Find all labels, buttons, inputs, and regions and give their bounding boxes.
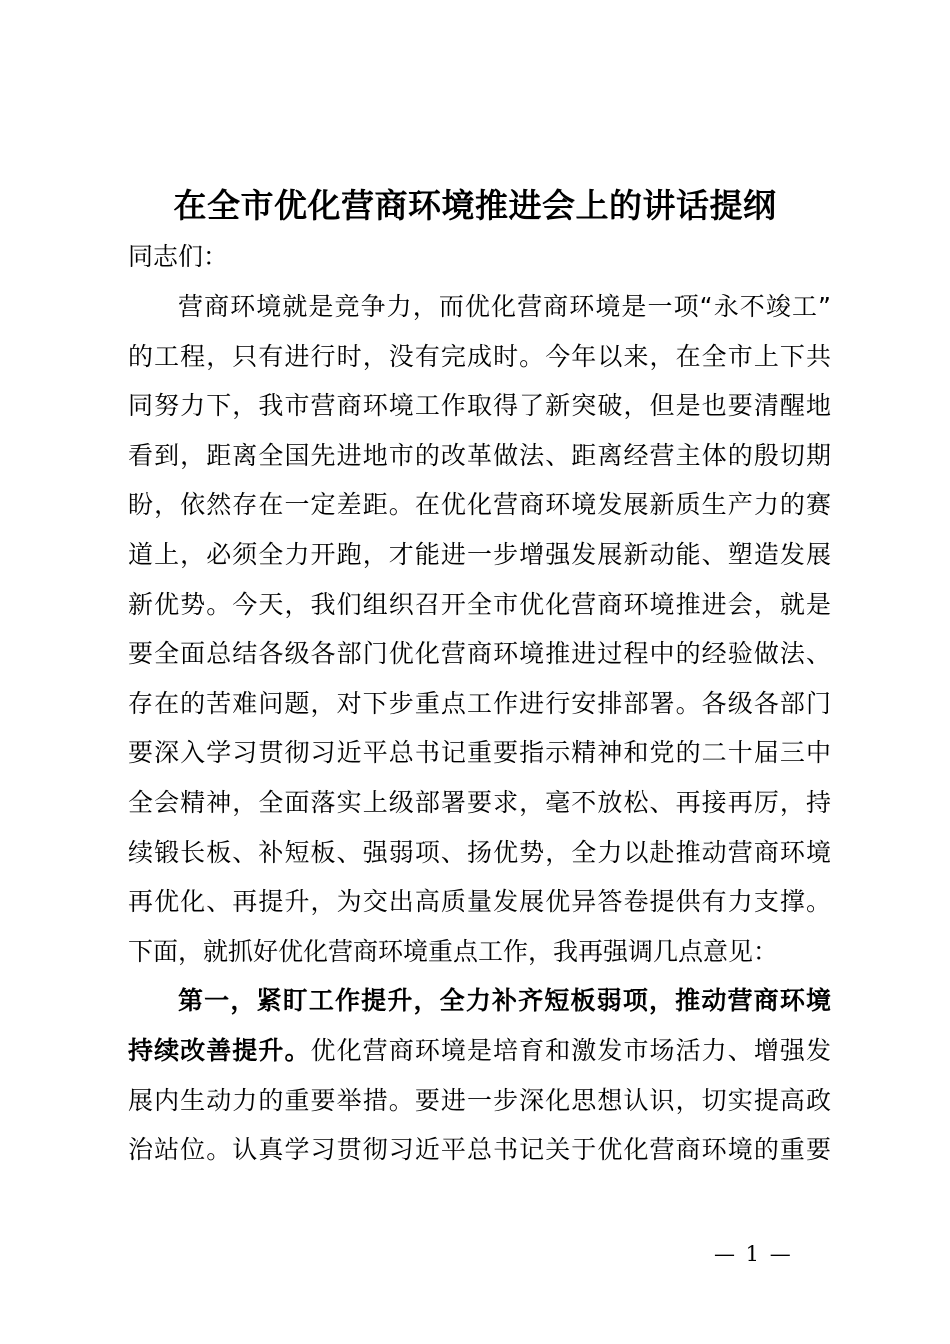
paragraph-intro (128, 282, 831, 976)
paragraph-line: 要深入学习贯彻习近平总书记重要指示精神和党的二十届三中 (128, 738, 831, 768)
paragraph-line-mixed (128, 1026, 831, 1076)
document-title: 在全市优化营商环境推进会上的讲话提纲 (173, 186, 777, 225)
paragraph-line: 续锻长板、补短板、强弱项、扬优势，全力以赴推动营商环境 (128, 837, 831, 867)
paragraph-line: 展内生动力的重要举措。要进一步深化思想认识，切实提高政 (128, 1085, 831, 1115)
document-body (128, 282, 831, 1175)
paragraph-line: 下面，就抓好优化营商环境重点工作，我再强调几点意见： (128, 936, 779, 966)
paragraph-line: 道上，必须全力开跑，才能进一步增强发展新动能、塑造发展 (128, 539, 831, 569)
paragraph-line: 存在的苦难问题，对下步重点工作进行安排部署。各级各部门 (128, 688, 831, 718)
paragraph-line: 全会精神，全面落实上级部署要求，毫不放松、再接再厉，持 (128, 787, 831, 817)
paragraph-line: 新优势。今天，我们组织召开全市优化营商环境推进会，就是 (128, 589, 831, 619)
section-heading-tail: 持续改善提升。 (128, 1035, 311, 1065)
page-number: — 1 — (714, 1242, 793, 1266)
salutation: 同志们： (128, 242, 229, 271)
paragraph-line: 看到，距离全国先进地市的改革做法、距离经营主体的殷切期 (128, 440, 831, 470)
paragraph-line: 治站位。认真学习贯彻习近平总书记关于优化营商环境的重要 (128, 1135, 831, 1165)
section-heading-line: 第一，紧盯工作提升，全力补齐短板弱项，推动营商环境 (178, 986, 831, 1016)
paragraph-line: 同努力下，我市营商环境工作取得了新突破，但是也要清醒地 (128, 391, 831, 421)
paragraph-line: 营商环境就是竞争力，而优化营商环境是一项“永不竣工” (178, 292, 831, 321)
paragraph-line: 盼，依然存在一定差距。在优化营商环境发展新质生产力的赛 (128, 490, 831, 520)
paragraph-line: 再优化、再提升，为交出高质量发展优异答卷提供有力支撑。 (128, 887, 831, 917)
paragraph-line: 要全面总结各级各部门优化营商环境推进过程中的经验做法、 (128, 639, 831, 669)
paragraph-first-point (128, 976, 831, 1174)
paragraph-text: 优化营商环境是培育和激发市场活力、增强发 (310, 1035, 831, 1065)
paragraph-line: 的工程，只有进行时，没有完成时。今年以来，在全市上下共 (128, 341, 831, 371)
